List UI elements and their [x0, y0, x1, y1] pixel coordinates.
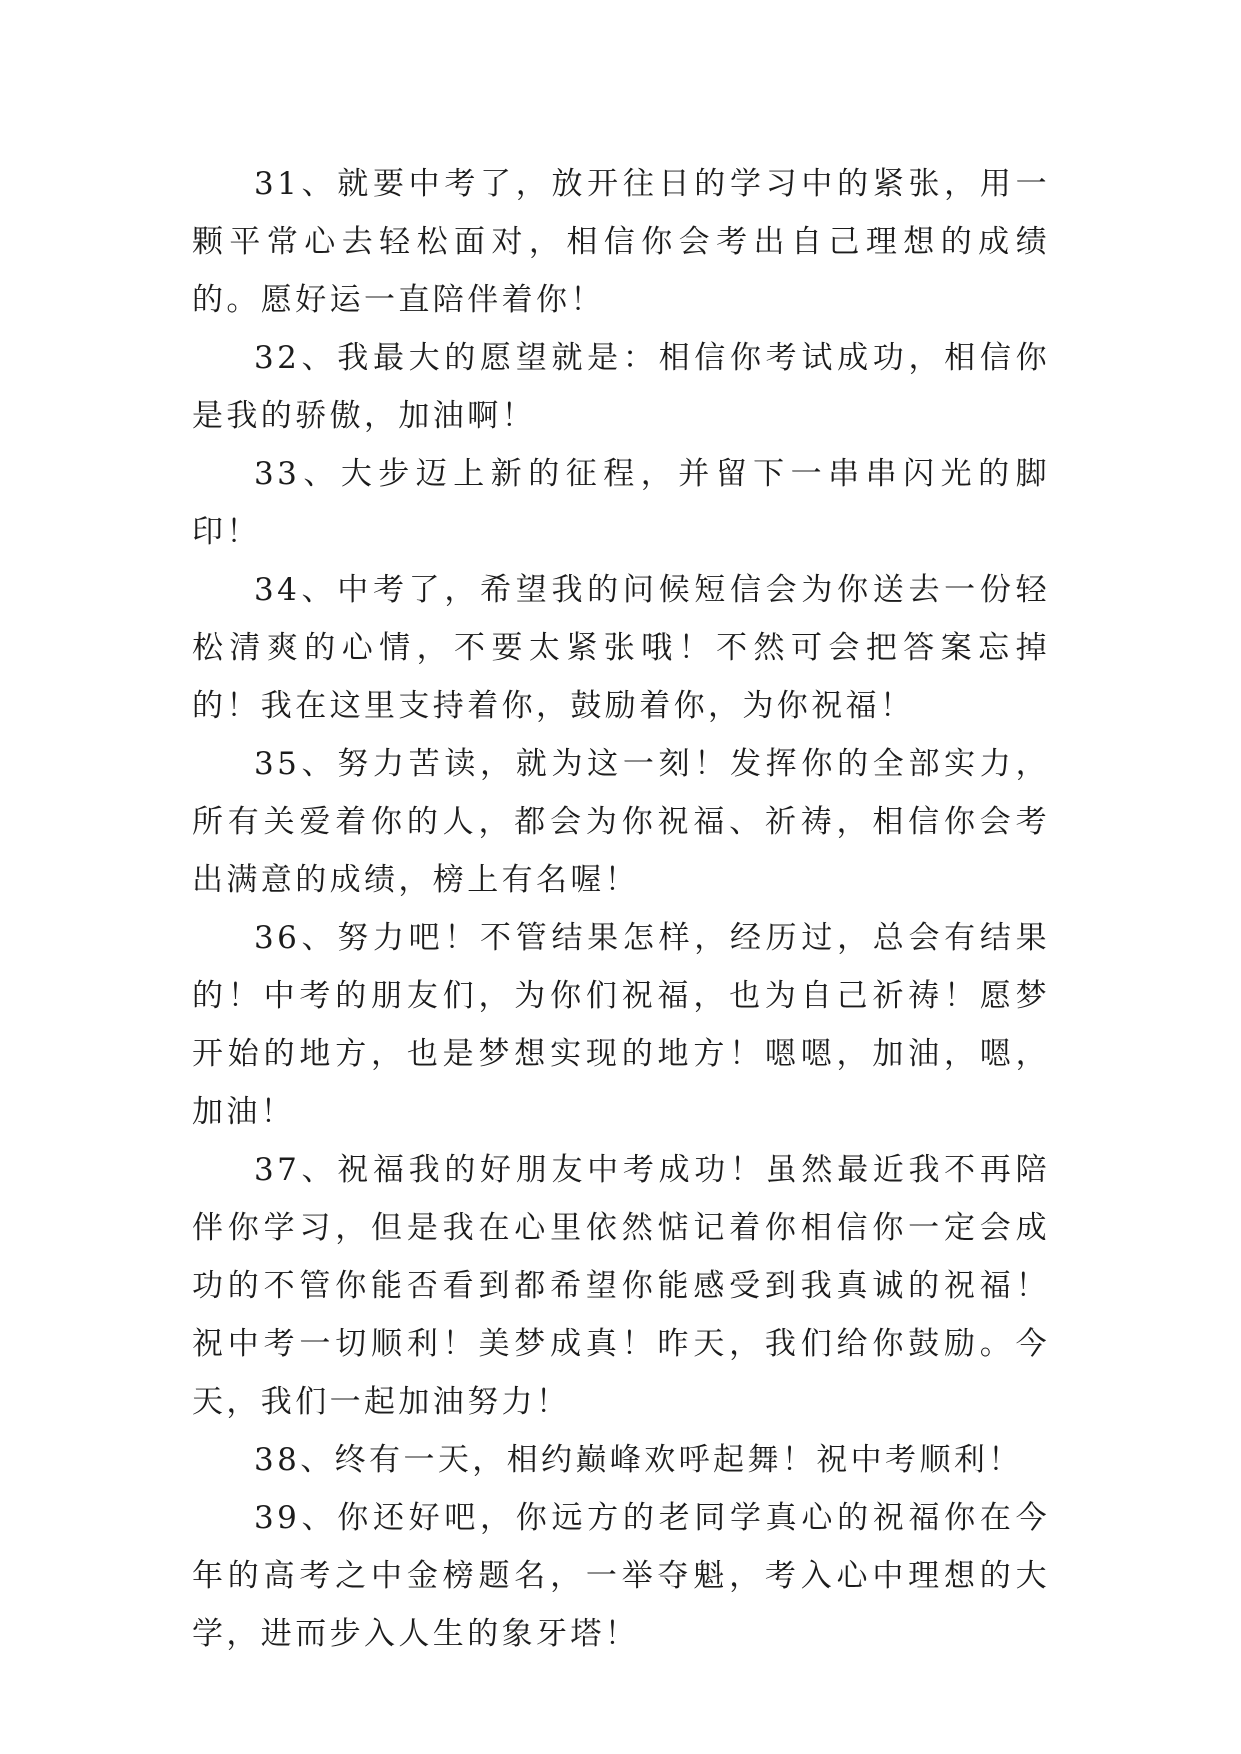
paragraph-38: 38、终有一天，相约巅峰欢呼起舞！祝中考顺利！	[254, 1442, 1023, 1478]
paragraph-33: 33、大步迈上新的征程，并留下一串串闪光的脚印！	[192, 456, 1050, 550]
document-body	[192, 155, 1050, 1663]
paragraph-39: 39、你还好吧，你远方的老同学真心的祝福你在今年的高考之中金榜题名，一举夺魁，考入心中理想的大学，进而步入人生的象牙塔！	[192, 1500, 1050, 1652]
paragraph-37: 37、祝福我的好朋友中考成功！虽然最近我不再陪伴你学习，但是我在心里依然惦记着你相信你一定会成功的不管你能否看到都希望你能感受到我真诚的祝福！祝中考一切顺利！美梦成真！昨天，我们给你鼓励。今天，我们一起加油努力！	[192, 1152, 1050, 1420]
paragraph-35: 35、努力苦读，就为这一刻！发挥你的全部实力，所有关爱着你的人，都会为你祝福、祈祷，相信你会考出满意的成绩，榜上有名喔！	[192, 746, 1050, 898]
paragraph-31: 31、就要中考了，放开往日的学习中的紧张，用一颗平常心去轻松面对，相信你会考出自己理想的成绩的。愿好运一直陪伴着你！	[192, 166, 1050, 318]
paragraph-34: 34、中考了，希望我的问候短信会为你送去一份轻松清爽的心情，不要太紧张哦！不然可会把答案忘掉的！我在这里支持着你，鼓励着你，为你祝福！	[192, 572, 1050, 724]
paragraph-32: 32、我最大的愿望就是：相信你考试成功，相信你是我的骄傲，加油啊！	[192, 340, 1050, 434]
paragraph-36: 36、努力吧！不管结果怎样，经历过，总会有结果的！中考的朋友们，为你们祝福，也为自己祈祷！愿梦开始的地方，也是梦想实现的地方！嗯嗯，加油，嗯，加油！	[192, 920, 1050, 1130]
